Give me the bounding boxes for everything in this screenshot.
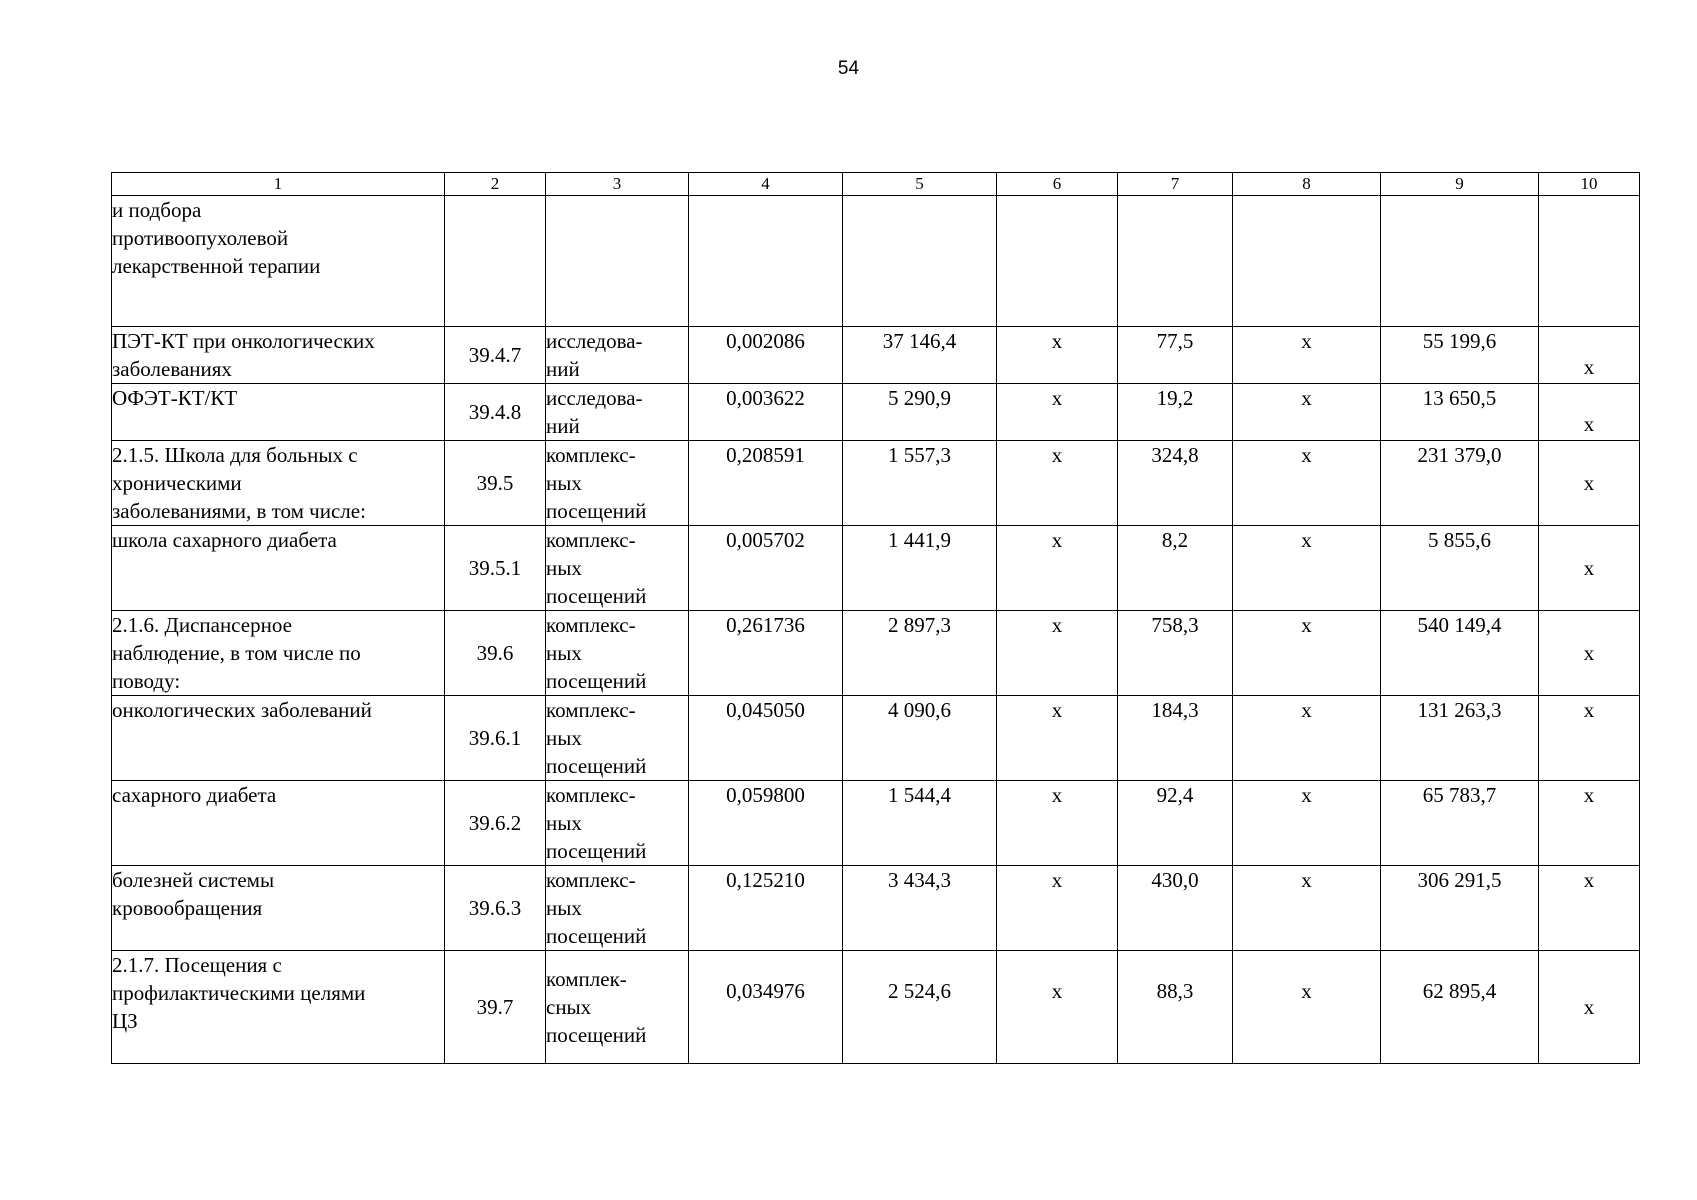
row-col4: 0,045050 (689, 696, 843, 781)
header-row (112, 173, 1640, 196)
row-col7 (1118, 196, 1233, 327)
row-col5: 2 897,3 (843, 611, 997, 696)
table-row (112, 611, 1640, 696)
row-col4: 0,059800 (689, 781, 843, 866)
row-col4: 0,002086 (689, 327, 843, 384)
row-col5: 3 434,3 (843, 866, 997, 951)
table-row (112, 384, 1640, 441)
row-name-cell (112, 866, 445, 951)
row-col10: х (1539, 441, 1640, 526)
row-col4: 0,125210 (689, 866, 843, 951)
row-name-cell (112, 441, 445, 526)
row-name: 2.1.6. Диспансерное наблюдение, в том числе по поводу: (112, 613, 361, 693)
row-col6: х (997, 696, 1118, 781)
column-header: 8 (1233, 173, 1381, 196)
row-name-cell (112, 951, 445, 1064)
column-header: 7 (1118, 173, 1233, 196)
row-col8: х (1233, 866, 1381, 951)
row-name: ПЭТ-КТ при онкологических заболеваниях (112, 329, 375, 381)
row-unit-cell (546, 611, 689, 696)
row-col7: 92,4 (1118, 781, 1233, 866)
row-col6: х (997, 866, 1118, 951)
row-name: школа сахарного диабета (112, 528, 337, 552)
row-unit: комплекс- ных посещений (546, 613, 647, 693)
table-row (112, 951, 1640, 1064)
row-name: ОФЭТ-КТ/КТ (112, 386, 238, 410)
row-name-cell (112, 526, 445, 611)
row-col4 (689, 196, 843, 327)
row-col9: 5 855,6 (1381, 526, 1539, 611)
row-col9: 306 291,5 (1381, 866, 1539, 951)
row-name-cell (112, 781, 445, 866)
row-unit: комплекс- ных посещений (546, 528, 647, 608)
row-col8: х (1233, 611, 1381, 696)
row-name: онкологических заболеваний (112, 698, 372, 722)
page-number: 54 (837, 58, 860, 79)
row-name: болезней системы кровообращения (112, 868, 275, 920)
table-row (112, 526, 1640, 611)
row-col8: х (1233, 696, 1381, 781)
row-unit-cell (546, 327, 689, 384)
row-col5 (843, 196, 997, 327)
row-name: сахарного диабета (112, 783, 277, 807)
data-table (111, 172, 1640, 1064)
row-col7: 184,3 (1118, 696, 1233, 781)
row-col5: 5 290,9 (843, 384, 997, 441)
row-unit: комплек- сных посещений (546, 967, 647, 1047)
row-col5: 37 146,4 (843, 327, 997, 384)
row-col6: х (997, 951, 1118, 1064)
row-unit-cell (546, 696, 689, 781)
row-col4: 0,208591 (689, 441, 843, 526)
row-unit-cell (546, 951, 689, 1064)
table-row (112, 866, 1640, 951)
row-col9: 231 379,0 (1381, 441, 1539, 526)
column-header: 4 (689, 173, 843, 196)
row-col10: х (1539, 611, 1640, 696)
row-col4: 0,003622 (689, 384, 843, 441)
row-col5: 4 090,6 (843, 696, 997, 781)
row-col6: х (997, 441, 1118, 526)
row-col7: 19,2 (1118, 384, 1233, 441)
row-col10: х (1539, 696, 1640, 781)
row-col10: х (1539, 951, 1640, 1064)
row-unit: комплекс- ных посещений (546, 783, 647, 863)
column-header: 5 (843, 173, 997, 196)
row-col7: 88,3 (1118, 951, 1233, 1064)
row-col9: 55 199,6 (1381, 327, 1539, 384)
row-name-cell (112, 611, 445, 696)
row-code: 39.6.2 (445, 781, 546, 866)
row-col7: 8,2 (1118, 526, 1233, 611)
row-unit-cell (546, 866, 689, 951)
row-col8: х (1233, 781, 1381, 866)
row-unit: исследова- ний (546, 329, 643, 381)
row-col8 (1233, 196, 1381, 327)
row-col10 (1539, 196, 1640, 327)
row-name-cell (112, 196, 445, 327)
row-col4: 0,005702 (689, 526, 843, 611)
row-code: 39.5.1 (445, 526, 546, 611)
row-name-cell (112, 327, 445, 384)
column-header: 1 (112, 173, 445, 196)
row-code: 39.4.7 (445, 327, 546, 384)
row-col10: х (1539, 866, 1640, 951)
row-col9: 540 149,4 (1381, 611, 1539, 696)
row-code: 39.5 (445, 441, 546, 526)
row-col7: 430,0 (1118, 866, 1233, 951)
table-row (112, 696, 1640, 781)
column-header: 3 (546, 173, 689, 196)
row-col9: 65 783,7 (1381, 781, 1539, 866)
row-unit-cell (546, 441, 689, 526)
row-code: 39.7 (445, 951, 546, 1064)
row-col8: х (1233, 384, 1381, 441)
row-col4: 0,261736 (689, 611, 843, 696)
row-unit: комплекс- ных посещений (546, 868, 647, 948)
row-unit-cell (546, 384, 689, 441)
row-col10: х (1539, 327, 1640, 384)
row-col5: 1 441,9 (843, 526, 997, 611)
row-col9: 13 650,5 (1381, 384, 1539, 441)
row-col10: х (1539, 384, 1640, 441)
row-col4: 0,034976 (689, 951, 843, 1064)
row-code: 39.4.8 (445, 384, 546, 441)
row-unit-cell (546, 196, 689, 327)
row-unit-cell (546, 526, 689, 611)
row-col8: х (1233, 441, 1381, 526)
row-unit-cell (546, 781, 689, 866)
table-row (112, 441, 1640, 526)
row-name: и подбора противоопухолевой лекарственной терапии (112, 198, 321, 278)
row-col7: 77,5 (1118, 327, 1233, 384)
column-header: 6 (997, 173, 1118, 196)
row-col6: х (997, 327, 1118, 384)
row-col9: 62 895,4 (1381, 951, 1539, 1064)
row-col5: 1 544,4 (843, 781, 997, 866)
row-col6 (997, 196, 1118, 327)
row-col6: х (997, 384, 1118, 441)
row-col5: 1 557,3 (843, 441, 997, 526)
row-name-cell (112, 384, 445, 441)
row-name: 2.1.5. Школа для больных с хроническими заболеваниями, в том числе: (112, 443, 366, 523)
table-row (112, 781, 1640, 866)
row-name-cell (112, 696, 445, 781)
row-col10: х (1539, 781, 1640, 866)
row-col10: х (1539, 526, 1640, 611)
row-col8: х (1233, 327, 1381, 384)
row-col5: 2 524,6 (843, 951, 997, 1064)
row-col8: х (1233, 951, 1381, 1064)
row-unit: исследова- ний (546, 386, 643, 438)
row-code: 39.6 (445, 611, 546, 696)
column-header: 10 (1539, 173, 1640, 196)
table-row (112, 196, 1640, 327)
row-col7: 324,8 (1118, 441, 1233, 526)
table-row (112, 327, 1640, 384)
column-header: 9 (1381, 173, 1539, 196)
row-col6: х (997, 526, 1118, 611)
row-name: 2.1.7. Посещения с профилактическими целями ЦЗ (112, 953, 366, 1033)
row-code (445, 196, 546, 327)
row-unit: комплекс- ных посещений (546, 443, 647, 523)
row-col7: 758,3 (1118, 611, 1233, 696)
row-unit: комплекс- ных посещений (546, 698, 647, 778)
row-code: 39.6.3 (445, 866, 546, 951)
row-col8: х (1233, 526, 1381, 611)
row-code: 39.6.1 (445, 696, 546, 781)
column-header: 2 (445, 173, 546, 196)
row-col6: х (997, 781, 1118, 866)
row-col9 (1381, 196, 1539, 327)
row-col6: х (997, 611, 1118, 696)
row-col9: 131 263,3 (1381, 696, 1539, 781)
